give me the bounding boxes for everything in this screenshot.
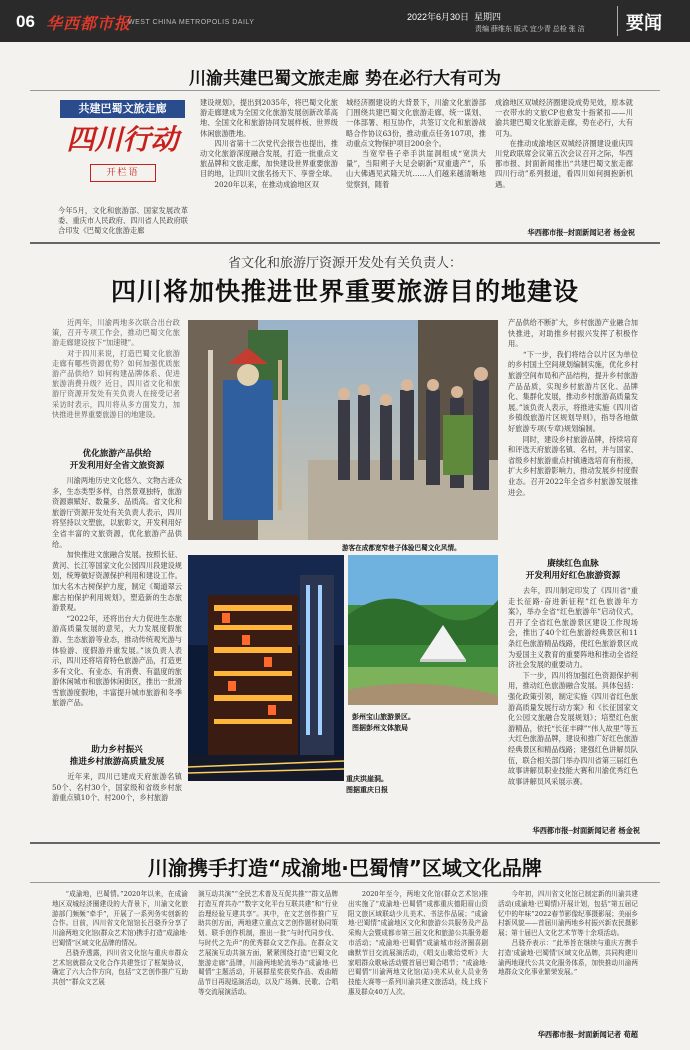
issue-weekday: 星期四: [474, 12, 502, 22]
story2-subhead-1: 优化旅游产品供给 开发利用好全省文旅资源: [69, 449, 165, 471]
story3-col4: 今年初，四川省文化馆已制定新的川渝共建活动(成渝地·巴蜀情)开展计划，包括“第五届记忆中的年味”2022春节影像纪事摄影展；美丽乡村新风貌——首届川渝两地乡村振兴新农民摄影展；第十届巴人文化艺术节等十余项活动。 吕骁乔表示：“此举旨在继续与重庆方携手打造‘成渝地·巴蜀情’区域文化品牌，共同构建川渝两地现代公共文化服务体系，加快推动川渝两地群众文化事业繁荣发展。”: [498, 890, 638, 977]
header-divider: [617, 6, 618, 36]
story3-col2: 演互动共演”“全民艺术普及互促共推”“群文品牌打造互育共办”“数字文化平台互联共建”和“行业治理经验互建共享”。其中，在文艺创作推广互助共创方面，两地建立重点文艺创作题材协同策划、联手创作机制，推出一批“与时代同步伐、与时代之先声”的优秀群众文艺作品。在群众文艺展演互动共演方面，紧紧围绕打造“巴蜀文化旅游走廊”品牌，川渝两地轮流举办“成渝地·巴蜀情”主题活动，开展群星奖获奖作品、戏曲精品节目再现巡演活动，以及广场舞、民歌、合唱等交流展演活动。: [198, 890, 338, 996]
story2-subhead-2: 助力乡村振兴 推进乡村旅游高质量发展: [69, 745, 165, 767]
story1-col3: 城经济圈建设的大背景下，川渝文化旅游部门围绕共建巴蜀文化旅游走廊，统一谋划、一体部署、相互协作，共签订文化和旅游战略合作协议63份，推动重点任务107项，推动重点文物保护项目200余个。 当宽窄巷子牵手洪崖洞组成“宽洪大量”，当阳朔子大足会刷新“双重遗产”，乐山大佛遇见武隆天坑……人们越来越清晰地觉察到，随着: [346, 98, 486, 189]
main-photo-caption: 游客在成都宽窄巷子体验巴蜀文化风情。: [342, 544, 461, 552]
story3-title: 川渝携手打造“成渝地·巴蜀情”区域文化品牌: [148, 856, 542, 880]
story2-right-1: 产品供给不断扩大，乡村旅游产业融合加快推进，对助推乡村振兴发挥了积极作用。 “下一步，我们将结合以片区为单位的乡村国土空间规划编制实施，优化乡村旅游空间布局和产品结构，提升乡村旅游产品品质，实现乡村旅游片区化、品牌化、集群化发展，推动乡村旅游高质量发展。”该负责人表示，将推进实施《四川省乡镇级旅游片区规划导则》，指导各地做好旅游专项(专章)规划编制。 同时，建设乡村旅游品牌，持续培育和评选天府旅游名镇、名村，并与国家、省级乡村旅游重点村镇遴选培育有衔接，扩大乡村旅游影响力，推动发展乡村度假业态。召开2022年全省乡村旅游发展推进会。: [508, 318, 638, 497]
issue-date: 2022年6月30日: [407, 12, 470, 22]
story2-subhead-3: 赓续红色血脉 开发利用好红色旅游资源: [525, 559, 621, 581]
story2-body-1: 川渝两地历史文化悠久、文物古迹众多，生态类型多样，自然景观独特，旅游资源禀赋好、数量多、品质高。省文化和旅游厅资源开发处有关负责人表示，四川将坚持以文塑旅，以旅彰文，开发利用好全省丰富的文旅资源，优化旅游产品供给。 加快推进文旅融合发展。按照长征、黄河、长江等国家文化公园四川段建设规划，统筹做好资源保护利用和建设工作。加大名木古树保护力度，制定《蜀道翠云廊古柏保护利用规划》，塑造新的生态旅游景观。 “2022年，还将出台大力促进生态旅游高质量发展的意见，大力发展度假旅游、生态旅游等业态，推动传统观光游与体验游、度假游并重发展。”该负责人表示，四川还将培育特色旅游产品，打造更多有文化、有业态、有消费、有温度的旅游休闲城市和旅游休闲街区，推出一批滑雪旅游度假地，丰富提升城市旅游和冬季旅游产品。: [52, 476, 182, 708]
story3-col1: “成渝地，巴蜀情。”2020年以来，在成渝地区双城经济圈建设的大背景下，川渝文化旅游部门频频“牵手”，开展了一系列务实创新的合作。目前，四川省文化馆馆长吕骁乔分享了川渝两地文化馆(群众艺术馆)携手打造“成渝地·巴蜀情”区域文化品牌的情况。 吕骁乔透露，四川省文化馆与重庆市群众艺术馆就群众文化合作共建签订了框架协议，确定了六大合作方向，包括“文艺创作推广互助共创”“群众文艺展: [52, 890, 188, 987]
badge-sub-text: 开栏语: [90, 164, 156, 182]
paper-english-name: WEST CHINA METROPOLIS DAILY: [128, 19, 255, 26]
badge-main-text: 四川行动: [66, 123, 179, 156]
story1-credit: 华西都市报─封面新闻记者 杨金祝: [527, 228, 635, 237]
story1-title: 川渝共建巴蜀文旅走廊 势在必行大有可为: [189, 69, 501, 89]
editor-line: 责编 薛维东 版式 宜少青 总检 张 洁: [475, 26, 585, 33]
paper-logo: 华西都市报: [46, 14, 132, 33]
badge-top-text: 共建巴蜀文旅走廊: [60, 100, 185, 118]
hongyadong-photo: [188, 555, 344, 781]
story3-credit: 华西都市报─封面新闻记者 荀超: [537, 1030, 638, 1039]
story1-bottom-rule: [30, 242, 660, 244]
story2-lead: 近两年，川渝两地多次联合出台政策，召开专项工作会，推动巴蜀文化旅游走廊建设按下“加速键”。 对于四川来说，打造巴蜀文化旅游走廊有哪些资源优势？如何加强优质旅游产品供给？如何构建品牌体系、促进旅游消费升级？近日，四川省文化和旅游厅资源开发处有关负责人在接受记者采访时表示，四川将从多方面发力，加快推进世界重要旅游目的地建设。: [52, 318, 180, 419]
story2-right-2: 去年，四川制定印发了《四川省“重走长征路·奋进新征程”红色旅游年方案》，举办全省“红色旅游年”启动仪式，召开了全省红色旅游景区建设工作现场会，推出了40个红色旅游经典景区和11条红色旅游精品线路，使红色旅游景区成为爱国主义教育的重要阵地和推动全省经济社会发展的重要动力。 下一步，四川将加强红色资源保护利用，推动红色旅游融合发展。具体包括：强化政策引领，制定实施《四川省红色旅游高质量发展行动方案》和《长征国家文化公园文旅融合发展规划》；培塑红色旅游精品，依托“长征丰碑”“伟人故里”等五大红色旅游品牌，建设和推广好红色旅游经典景区和精品线路；建强红色讲解员队伍，联合相关部门举办四川省第三届红色故事讲解员职业技能大赛和川渝优秀红色故事讲解员风采展示赛。: [508, 586, 638, 786]
story2-bottom-rule: [30, 842, 660, 844]
story1-title-rule: [30, 90, 660, 91]
story3-col3: 2020年至今，两地文化馆(群众艺术馆)推出实施了“成渝地·巴蜀情”成都重庆德阳眉山资阳文旅区域联动少儿美术、书法作品展；“成渝地·巴蜀情”成渝地区文化和旅游公共服务及产品采购大会暨成都市第三届文化和旅游公共服务超市活动；“成渝地·巴蜀情”成渝城市经济圈喜剧幽默节目交流展演活动，《唱支山歌给党听》大家唱群众歌咏活动暨首届巴蜀合唱节；“成渝地·巴蜀情”川渝两地文化馆(站)美术从业人员业务技能大赛等一系列川渝共建文旅活动，线上线下惠及群众40万人次。: [348, 890, 488, 996]
story2-title: 四川将加快推进世界重要旅游目的地建设: [110, 277, 579, 306]
story2-kicker: 省文化和旅游厅资源开发处有关负责人：: [227, 256, 462, 271]
story1-col2: 建设规划》，提出到2035年，将巴蜀文化旅游走廊建成为全国文化旅游发展创新改革高地、全国文化和旅游协同发展样板、世界级休闲旅游胜地。 四川省第十二次党代会报告也提出，推动文化旅游深度融合发展，打造一批重点文旅品牌和文旅走廊，加快建设世界重要旅游目的地，让四川文旅名扬天下、享誉全球。 2020年以来，在推动成渝地区双: [200, 98, 338, 189]
page-number: 06: [16, 12, 35, 31]
story1-col4: 成渝地区双城经济圈建设成势见效，原本就一衣带水的文旅CP也愈发十指紧扣——川渝共建巴蜀文化旅游走廊，势在必行，大有可为。 在推动成渝地区双城经济圈建设重庆四川党政联席会议第五次会议召开之际，华西都市报、封面新闻推出“共建巴蜀文旅走廊四川行动”系列报道，看四川如何拥抱新机遇。: [495, 98, 633, 189]
baoshan-caption: 彭州宝山旅游景区。 图据彭州文体旅局: [352, 713, 415, 732]
kuanzhai-alley-photo: [188, 320, 498, 540]
story2-body-2: 近年来，四川已建成天府旅游名镇50个、名村30个，国家级和省级乡村旅游重点镇10个、村200个，乡村旅游: [52, 772, 182, 803]
story3-title-rule: [30, 882, 660, 883]
section-name: 要闻: [626, 13, 662, 34]
baoshan-photo: [348, 555, 498, 705]
story1-col1: 今年5月，文化和旅游部、国家发展改革委、重庆市人民政府、四川省人民政府联合印发《巴蜀文化旅游走廊: [58, 206, 188, 236]
column-badge: [60, 100, 185, 192]
hongyadong-caption: 重庆洪崖洞。 图据重庆日报: [346, 775, 388, 794]
story2-credit: 华西都市报─封面新闻记者 杨金祝: [532, 826, 640, 835]
